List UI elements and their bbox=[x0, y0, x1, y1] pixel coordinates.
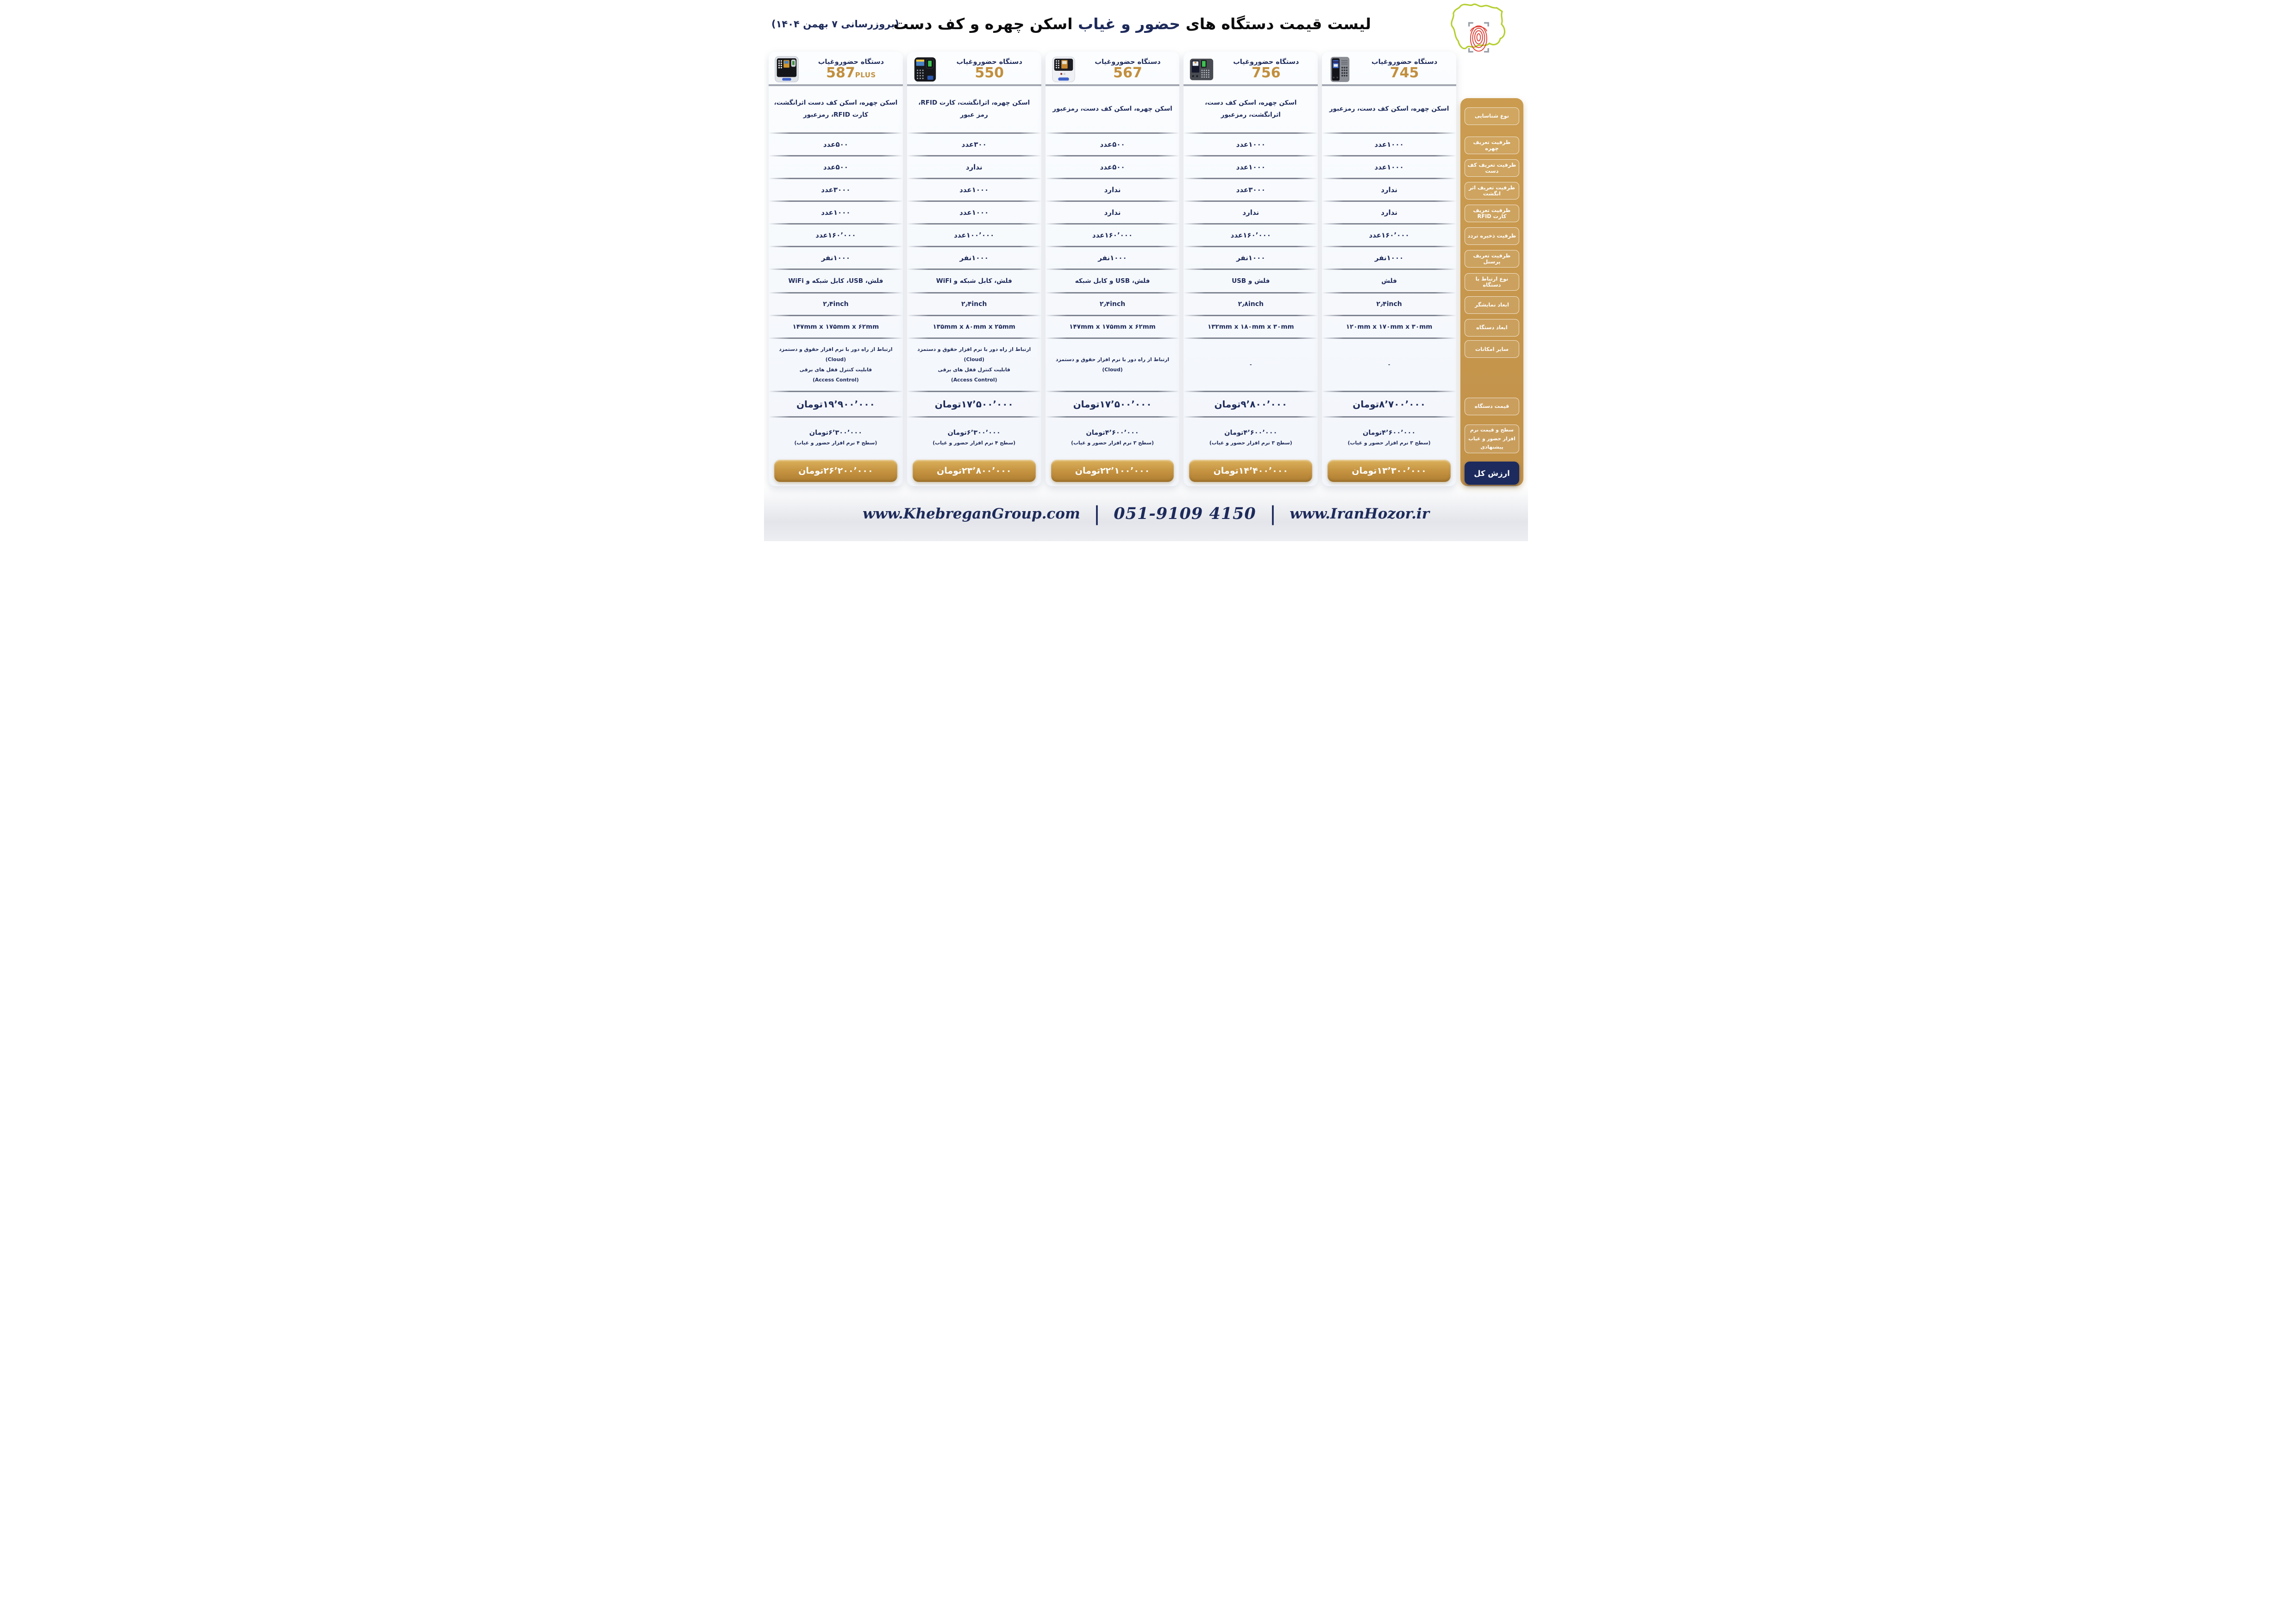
face-capacity: ۱۰۰۰عدد bbox=[1374, 140, 1404, 149]
sidebar-item-other-features: سایر امکانات bbox=[1465, 340, 1519, 358]
website-iranhozor: www.IranHozor.ir bbox=[1290, 505, 1430, 522]
software-price: ۶٬۳۰۰٬۰۰۰تومان (سطح ۴ نرم افزار حضور و غیاب) bbox=[794, 429, 877, 446]
traffic-storage: ۱۶۰٬۰۰۰عدد bbox=[815, 231, 856, 239]
sidebar-item-palm-capacity: ظرفیت تعریف کف دست bbox=[1465, 159, 1519, 177]
personnel-capacity: ۱۰۰۰نفر bbox=[1374, 254, 1404, 262]
software-level-note: (سطح ۳ نرم افزار حضور و غیاب) bbox=[1071, 440, 1154, 446]
palm-capacity: ۵۰۰عدد bbox=[823, 163, 848, 171]
software-price: ۴٬۶۰۰٬۰۰۰تومان (سطح ۳ نرم افزار حضور و غیاب) bbox=[1347, 429, 1431, 446]
header bbox=[764, 0, 1528, 52]
device-name: دستگاه حضوروغیاب bbox=[956, 58, 1022, 66]
device-price: ۱۷٬۵۰۰٬۰۰۰تومان bbox=[934, 399, 1014, 410]
other-features: - bbox=[1250, 361, 1252, 368]
iran-map-fingerprint-logo bbox=[1439, 0, 1521, 60]
identification-types: اسکن چهره، اسکن کف دست اثرانگشت، کارت RFID، رمزعبور bbox=[774, 99, 898, 119]
other-features: - bbox=[1388, 361, 1390, 368]
device-card-587plus bbox=[769, 52, 903, 486]
sidebar-item-face-capacity: ظرفیت تعریف چهره bbox=[1465, 137, 1519, 154]
software-price: ۴٬۶۰۰٬۰۰۰تومان (سطح ۳ نرم افزار حضور و غیاب) bbox=[1071, 429, 1154, 446]
connection-types: فلش، USB و کابل شبکه bbox=[1075, 277, 1150, 285]
software-level-note: (سطح ۴ نرم افزار حضور و غیاب) bbox=[933, 440, 1016, 446]
personnel-capacity: ۱۰۰۰نفر bbox=[1236, 254, 1265, 262]
fingerprint-capacity: ندارد bbox=[1104, 186, 1121, 194]
palm-capacity: ۱۰۰۰عدد bbox=[1236, 163, 1265, 171]
sidebar-item-traffic-storage: ظرفیت ذخیره تردد bbox=[1465, 227, 1519, 245]
software-level-note: (سطح ۳ نرم افزار حضور و غیاب) bbox=[1347, 440, 1431, 446]
traffic-storage: ۱۰۰٬۰۰۰عدد bbox=[954, 231, 995, 239]
rfid-capacity: ندارد bbox=[1242, 208, 1259, 217]
total-value-badge: ۲۳٬۸۰۰٬۰۰۰تومان bbox=[913, 460, 1036, 482]
connection-types: فلش، USB، کابل شبکه و WiFi bbox=[788, 277, 883, 285]
footer-contact-bar bbox=[764, 486, 1528, 541]
device-name: دستگاه حضوروغیاب bbox=[1233, 58, 1299, 66]
device-card-745 bbox=[1322, 52, 1456, 486]
total-value-row bbox=[769, 457, 903, 486]
display-size: ۲٫۴inch bbox=[1099, 300, 1126, 308]
identification-types: اسکن چهره، اثرانگشت، کارت RFID، رمز عبور bbox=[918, 99, 1030, 119]
connection-types: فلش، کابل شبکه و WiFi bbox=[936, 277, 1012, 285]
total-value-badge: ۱۳٬۳۰۰٬۰۰۰تومان bbox=[1328, 460, 1451, 482]
face-capacity: ۵۰۰عدد bbox=[823, 140, 848, 149]
sidebar-item-device-price: قیمت دستگاه bbox=[1465, 398, 1519, 415]
traffic-storage: ۱۶۰٬۰۰۰عدد bbox=[1092, 231, 1133, 239]
face-capacity: ۱۰۰۰عدد bbox=[1236, 140, 1265, 149]
footer-separator: | bbox=[1094, 502, 1100, 525]
device-dimensions: ۱۴۷mm x ۱۷۵mm x ۶۲mm bbox=[792, 323, 879, 331]
software-level-note: (سطح ۳ نرم افزار حضور و غیاب) bbox=[1209, 440, 1292, 446]
device-model bbox=[1081, 66, 1175, 81]
display-size: ۲٫۴inch bbox=[1376, 300, 1402, 308]
device-name: دستگاه حضوروغیاب bbox=[1095, 58, 1161, 66]
title-part-3: اسکن چهره و کف دست bbox=[893, 15, 1073, 33]
sidebar-total-value-label: ارزش کل bbox=[1465, 462, 1519, 485]
device-photo-756 bbox=[1188, 56, 1215, 83]
fingerprint-capacity: ۳۰۰۰عدد bbox=[1236, 186, 1265, 194]
display-size: ۲٫۴inch bbox=[823, 300, 849, 308]
model-suffix: PLUS bbox=[855, 71, 876, 80]
device-model bbox=[942, 66, 1037, 81]
software-price: ۴٬۶۰۰٬۰۰۰تومان (سطح ۳ نرم افزار حضور و غیاب) bbox=[1209, 429, 1292, 446]
device-header bbox=[907, 52, 1041, 84]
traffic-storage: ۱۶۰٬۰۰۰عدد bbox=[1369, 231, 1409, 239]
model-number: 756 bbox=[1251, 65, 1281, 81]
personnel-capacity: ۱۰۰۰نفر bbox=[821, 254, 851, 262]
device-name: دستگاه حضوروغیاب bbox=[1371, 58, 1438, 66]
sidebar-item-personnel-capacity: ظرفیت تعریف پرسنل bbox=[1465, 250, 1519, 268]
palm-capacity: ندارد bbox=[965, 163, 983, 171]
device-header bbox=[1046, 52, 1180, 84]
phone-number: 051-9109 4150 bbox=[1114, 504, 1256, 523]
sidebar-item-connection-type: نوع ارتباط با دستگاه bbox=[1465, 273, 1519, 291]
total-value-badge: ۱۴٬۴۰۰٬۰۰۰تومان bbox=[1189, 460, 1312, 482]
total-value-badge: ۲۶٬۲۰۰٬۰۰۰تومان bbox=[774, 460, 897, 482]
comparison-table bbox=[764, 52, 1528, 486]
update-date-note: (بروزرسانی ۷ بهمن ۱۴۰۴) bbox=[771, 19, 899, 30]
palm-capacity: ۵۰۰عدد bbox=[1100, 163, 1125, 171]
device-price: ۸٬۷۰۰٬۰۰۰تومان bbox=[1353, 399, 1426, 410]
sidebar-item-device-dimensions: ابعاد دستگاه bbox=[1465, 319, 1519, 337]
website-khebregangroup: www.KhebreganGroup.com bbox=[862, 505, 1080, 522]
other-features: ارتباط از راه دور با نرم افزار حقوق و دستمزد (Cloud) قابلیت کنترل قفل های برقی (Access Control) bbox=[917, 346, 1031, 383]
model-number: 745 bbox=[1390, 65, 1419, 81]
device-card-756 bbox=[1184, 52, 1318, 486]
device-photo-587plus bbox=[773, 56, 800, 83]
identification-types: اسکن چهره، اسکن کف دست، رمزعبور bbox=[1329, 105, 1449, 113]
personnel-capacity: ۱۰۰۰نفر bbox=[1098, 254, 1127, 262]
rfid-capacity: ۱۰۰۰عدد bbox=[959, 208, 989, 217]
device-header bbox=[769, 52, 903, 84]
device-photo-745 bbox=[1327, 56, 1353, 83]
identification-types: اسکن چهره، اسکن کف دست، رمزعبور bbox=[1052, 105, 1172, 113]
rfid-capacity: ندارد bbox=[1104, 208, 1121, 217]
fingerprint-capacity: ندارد bbox=[1381, 186, 1397, 194]
device-card-567 bbox=[1046, 52, 1180, 486]
face-capacity: ۳۰۰عدد bbox=[961, 140, 987, 149]
software-level-note: (سطح ۴ نرم افزار حضور و غیاب) bbox=[794, 440, 877, 446]
sidebar-item-software-level-price: سطح و قیمت نرم افزار حضور و غیاب پیشنهادی bbox=[1465, 425, 1519, 453]
total-value-badge: ۲۲٬۱۰۰٬۰۰۰تومان bbox=[1051, 460, 1174, 482]
sidebar-item-rfid-capacity: ظرفیت تعریف کارت RFID bbox=[1465, 205, 1519, 222]
rfid-capacity: ندارد bbox=[1381, 208, 1397, 217]
device-header bbox=[1322, 52, 1456, 84]
rfid-capacity: ۱۰۰۰عدد bbox=[821, 208, 851, 217]
model-number: 550 bbox=[975, 65, 1004, 81]
software-price: ۶٬۳۰۰٬۰۰۰تومان (سطح ۴ نرم افزار حضور و غیاب) bbox=[933, 429, 1016, 446]
sidebar-item-fingerprint-capacity: ظرفیت تعریف اثر انگشت bbox=[1465, 182, 1519, 200]
device-price: ۱۹٬۹۰۰٬۰۰۰تومان bbox=[796, 399, 875, 410]
display-size: ۲٫۴inch bbox=[961, 300, 987, 308]
device-header bbox=[1184, 52, 1318, 84]
price-list-poster bbox=[764, 0, 1528, 541]
device-photo-567 bbox=[1050, 56, 1077, 83]
sidebar-item-display-size: ابعاد نمایشگر bbox=[1465, 296, 1519, 314]
connection-types: فلش و USB bbox=[1232, 277, 1270, 285]
device-price: ۱۷٬۵۰۰٬۰۰۰تومان bbox=[1073, 399, 1152, 410]
sidebar-item-identification-type: نوع شناسایی bbox=[1465, 107, 1519, 125]
device-model bbox=[804, 66, 898, 81]
palm-capacity: ۱۰۰۰عدد bbox=[1374, 163, 1404, 171]
title-part-2: حضور و غیاب bbox=[1078, 15, 1181, 33]
device-card-550 bbox=[907, 52, 1041, 486]
footer-separator: | bbox=[1270, 502, 1276, 525]
device-dimensions: ۱۴۷mm x ۱۷۵mm x ۶۲mm bbox=[1069, 323, 1156, 331]
device-model bbox=[1357, 66, 1452, 81]
identification-types: اسکن چهره، اسکن کف دست، اثرانگشت، رمزعبور bbox=[1205, 99, 1297, 119]
other-features: ارتباط از راه دور با نرم افزار حقوق و دستمزد (Cloud) bbox=[1055, 356, 1170, 373]
traffic-storage: ۱۶۰٬۰۰۰عدد bbox=[1230, 231, 1271, 239]
connection-types: فلش bbox=[1381, 277, 1397, 285]
display-size: ۲٫۸inch bbox=[1238, 300, 1264, 308]
device-dimensions: ۱۳۲mm x ۱۸۰mm x ۳۰mm bbox=[1208, 323, 1294, 331]
face-capacity: ۵۰۰عدد bbox=[1100, 140, 1125, 149]
device-dimensions: ۱۳۵mm x ۸۰mm x ۲۵mm bbox=[933, 323, 1015, 331]
page-title bbox=[889, 15, 1375, 33]
device-price: ۹٬۸۰۰٬۰۰۰تومان bbox=[1214, 399, 1288, 410]
spec-labels-sidebar bbox=[1460, 98, 1523, 486]
personnel-capacity: ۱۰۰۰نفر bbox=[959, 254, 989, 262]
device-name: دستگاه حضوروغیاب bbox=[818, 58, 884, 66]
fingerprint-capacity: ۳۰۰۰عدد bbox=[821, 186, 851, 194]
iran-outline-icon bbox=[1452, 4, 1505, 49]
title-part-1: لیست قیمت دستگاه های bbox=[1185, 15, 1371, 33]
model-number: 587 bbox=[826, 65, 855, 81]
model-number: 567 bbox=[1113, 65, 1142, 81]
device-model bbox=[1219, 66, 1313, 81]
fingerprint-capacity: ۱۰۰۰عدد bbox=[959, 186, 989, 194]
device-dimensions: ۱۲۰mm x ۱۷۰mm x ۳۰mm bbox=[1346, 323, 1433, 331]
other-features: ارتباط از راه دور با نرم افزار حقوق و دستمزد (Cloud) قابلیت کنترل قفل های برقی (Access Control) bbox=[779, 346, 893, 383]
device-photo-550 bbox=[912, 56, 939, 83]
